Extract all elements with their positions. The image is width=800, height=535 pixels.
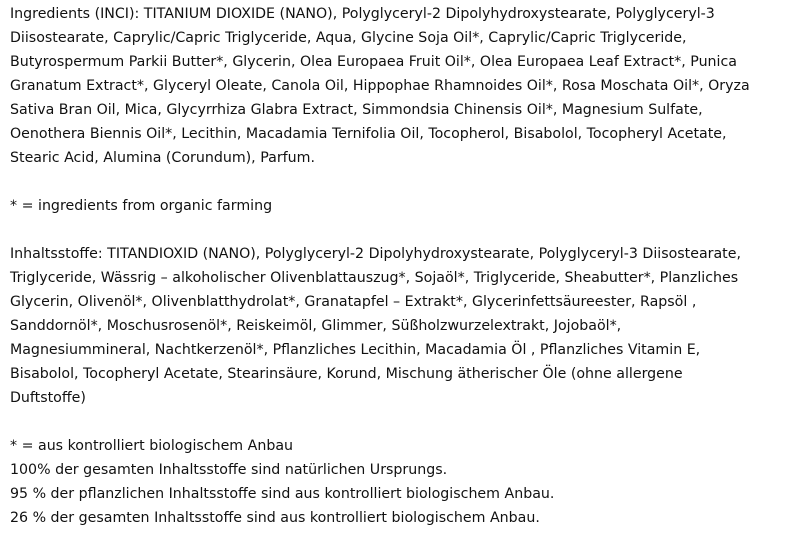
plant-organic-note: 95 % der pflanzlichen Inhaltsstoffe sind aus kontrolliert biologischem Anbau. (10, 486, 555, 502)
inhaltsstoffe-line: Triglyceride, Wässrig – alkoholischer Olivenblattauszug*, Sojaöl*, Triglyceride, Sheabutter*, Planzliches (10, 270, 739, 286)
organic-footnote-de: * = aus kontrolliert biologischem Anbau (10, 438, 294, 454)
total-organic-note: 26 % der gesamten Inhaltsstoffe sind aus kontrolliert biologischem Anbau. (10, 510, 540, 526)
spacer (10, 410, 796, 434)
inci-line: Stearic Acid, Alumina (Corundum), Parfum. (10, 150, 315, 166)
inhaltsstoffe-line: Magnesiummineral, Nachtkerzenöl*, Pflanzliches Lecithin, Macadamia Öl , Pflanzliches Vitamin E, (10, 342, 701, 358)
spacer (10, 170, 796, 194)
inci-line: Ingredients (INCI): TITANIUM DIOXIDE (NANO), Polyglyceryl-2 Dipolyhydroxystearate, Polyglyceryl-3 (10, 6, 715, 22)
inci-line: Granatum Extract*, Glyceryl Oleate, Canola Oil, Hippophae Rhamnoides Oil*, Rosa Moschata Oil*, Oryza (10, 78, 750, 94)
inhaltsstoffe-line: Glycerin, Olivenöl*, Olivenblatthydrolat*, Granatapfel – Extrakt*, Glycerinfettsäureester, Rapsöl , (10, 294, 697, 310)
notes-block (10, 434, 796, 530)
natural-origin-note: 100% der gesamten Inhaltsstoffe sind natürlichen Ursprungs. (10, 462, 448, 478)
inhaltsstoffe-line: Sanddornöl*, Moschusrosenöl*, Reiskeimöl, Glimmer, Süßholzwurzelextrakt, Jojobaöl*, (10, 318, 622, 334)
inci-line: Oenothera Biennis Oil*, Lecithin, Macadamia Ternifolia Oil, Tocopherol, Bisabolol, Tocopheryl Acetate, (10, 126, 727, 142)
ingredients-document (10, 2, 796, 530)
inhaltsstoffe-line: Duftstoffe) (10, 390, 86, 406)
organic-footnote-en: * = ingredients from organic farming (10, 198, 273, 214)
spacer (10, 218, 796, 242)
inci-line: Sativa Bran Oil, Mica, Glycyrrhiza Glabra Extract, Simmondsia Chinensis Oil*, Magnesium Sulfate, (10, 102, 703, 118)
inhaltsstoffe-block (10, 242, 796, 410)
inhaltsstoffe-line: Bisabolol, Tocopheryl Acetate, Stearinsäure, Korund, Mischung ätherischer Öle (ohne allergene (10, 366, 683, 382)
inci-ingredients-block (10, 2, 796, 170)
inci-line: Diisostearate, Caprylic/Capric Triglyceride, Aqua, Glycine Soja Oil*, Caprylic/Capric Triglyceride, (10, 30, 687, 46)
inhaltsstoffe-line: Inhaltsstoffe: TITANDIOXID (NANO), Polyglyceryl-2 Dipolyhydroxystearate, Polyglyceryl-3 Diisostearate, (10, 246, 741, 262)
inci-line: Butyrospermum Parkii Butter*, Glycerin, Olea Europaea Fruit Oil*, Olea Europaea Leaf Extract*, Punica (10, 54, 737, 70)
